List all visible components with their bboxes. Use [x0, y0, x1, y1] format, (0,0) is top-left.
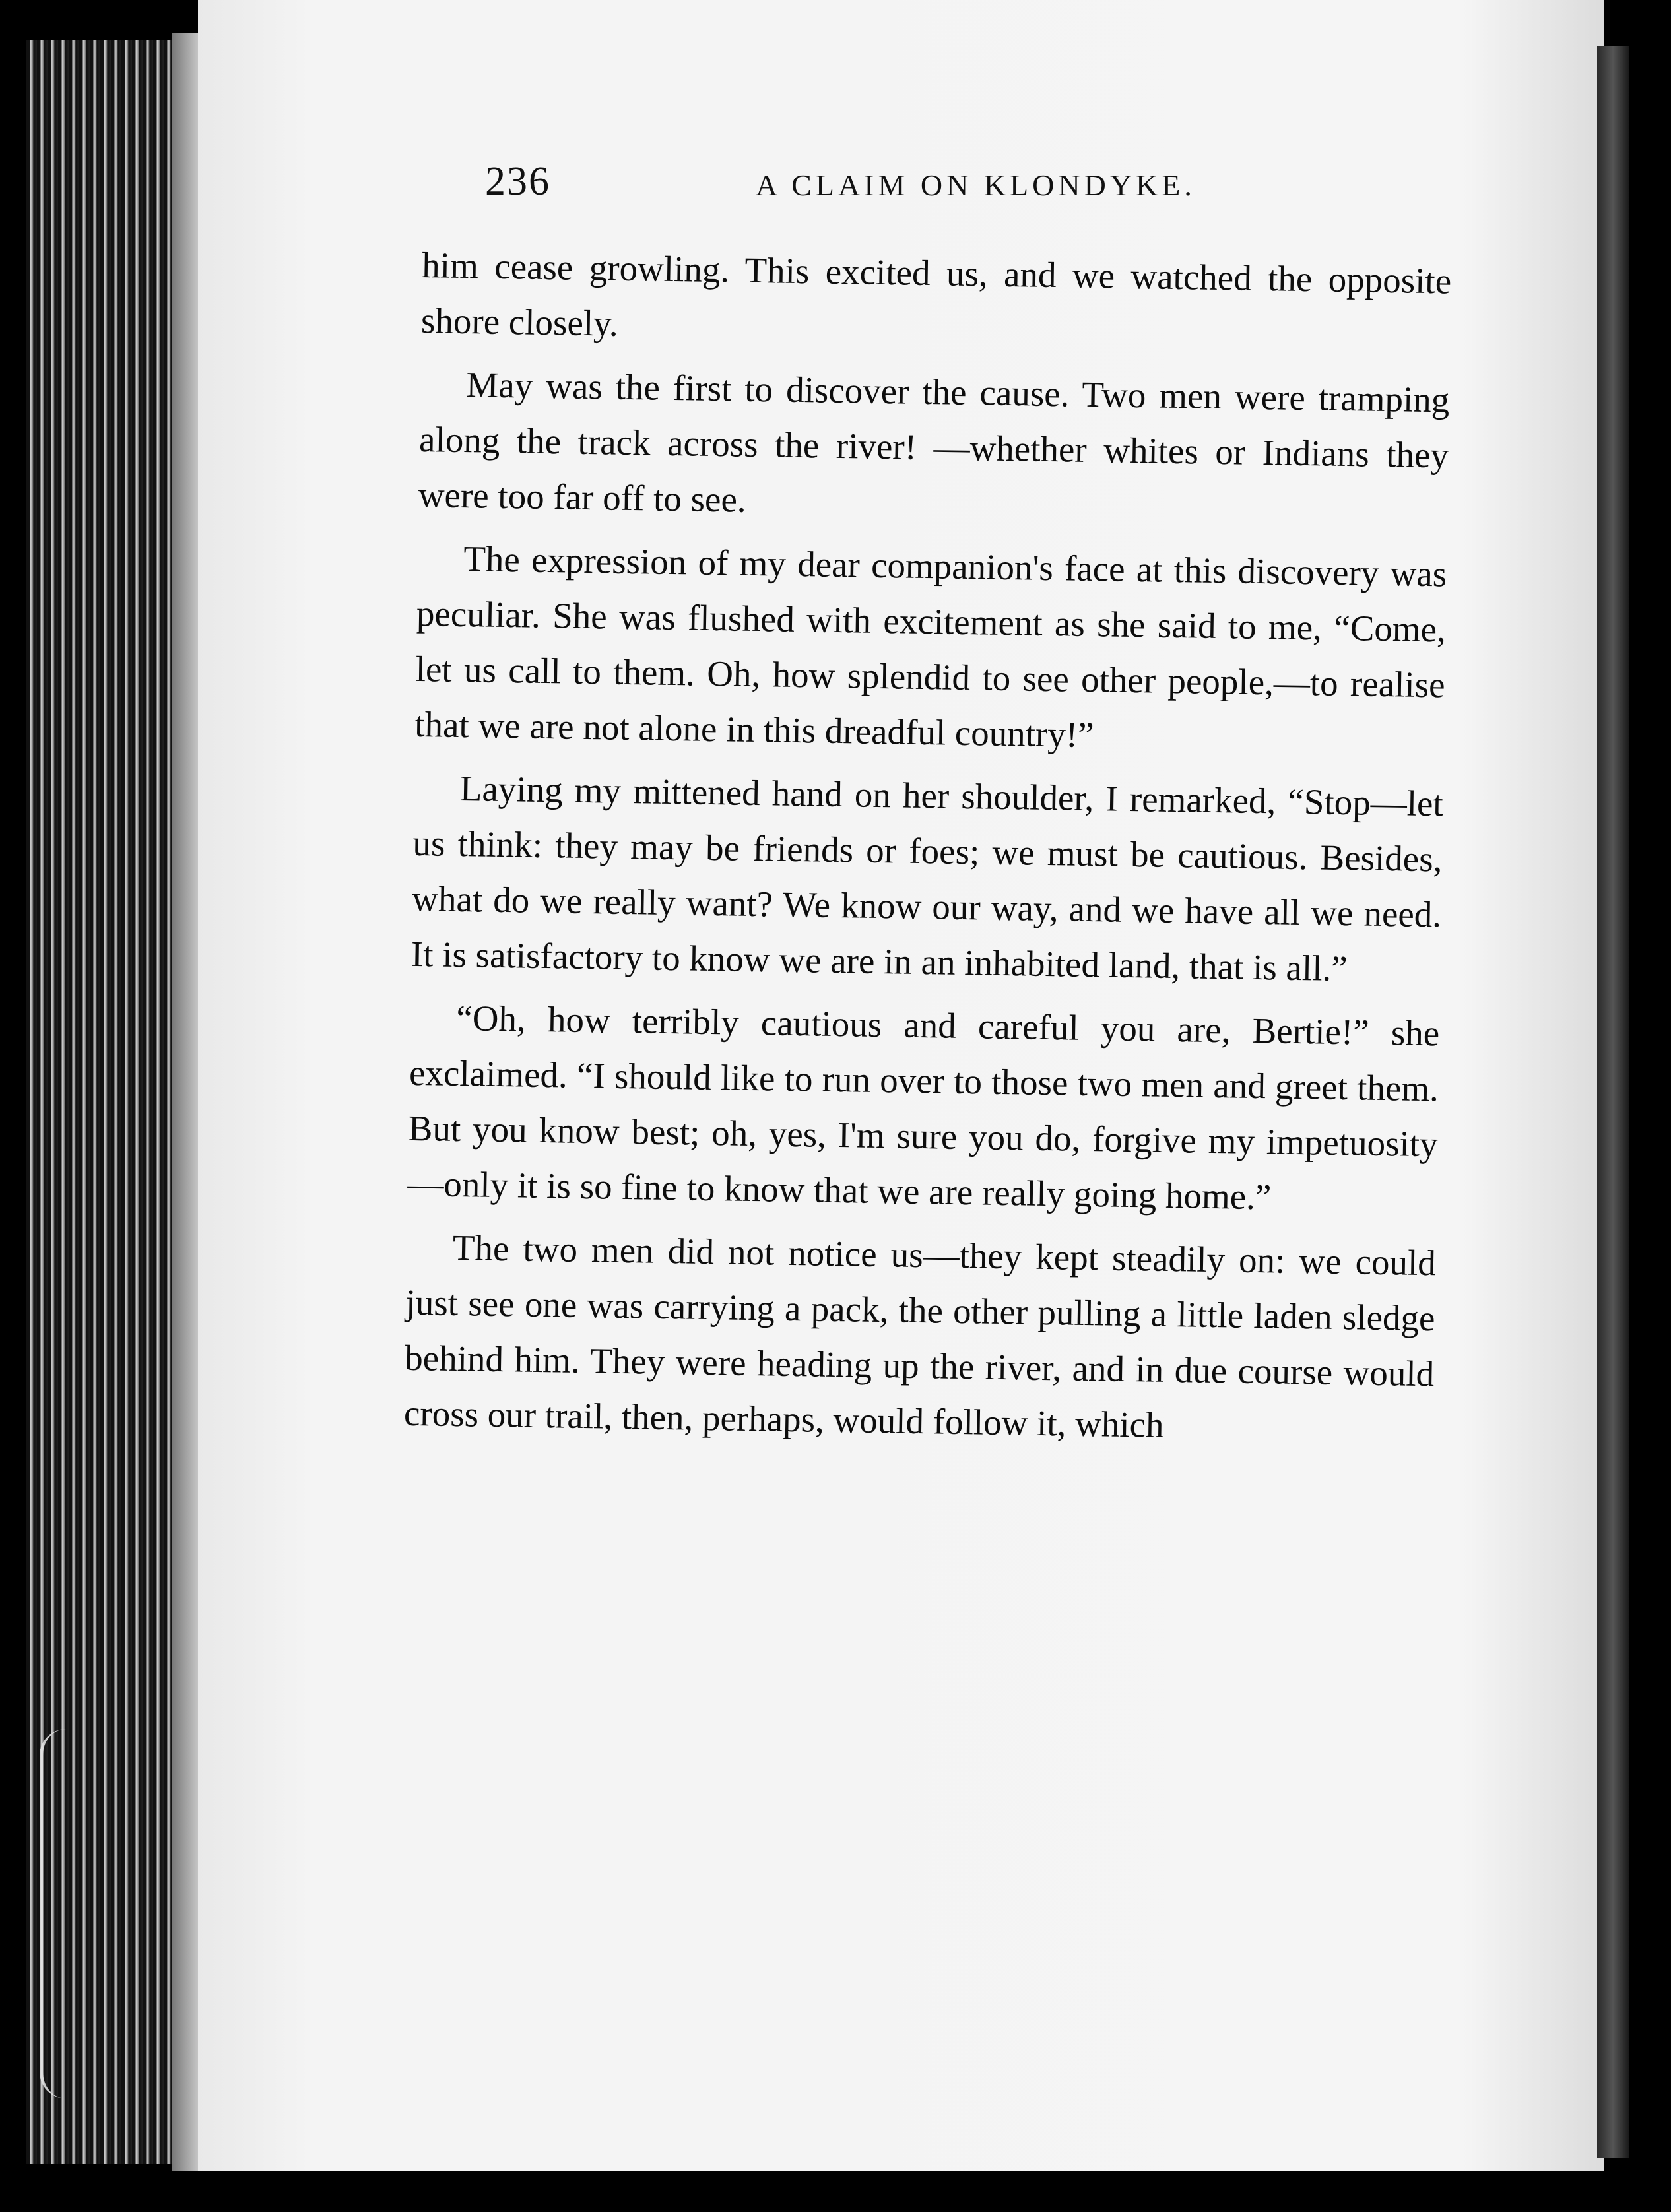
body-text [403, 238, 1452, 1465]
bottom-border [0, 2171, 1671, 2212]
running-title: A CLAIM ON KLONDYKE. [756, 168, 1196, 202]
paragraph-1: him cease growling. This excited us, and we watched the opposite shore closely. [420, 244, 1452, 344]
running-head [485, 158, 1462, 211]
paragraph-6: The two men did not notice us—they kept steadily on: we could just see one was carrying a pack, the other pulling a little laden sledge behind him. They were heading up the river, and in due course would cross our trail, then, perhaps, would follow it, which [403, 1227, 1437, 1445]
right-page-edge [1597, 46, 1629, 2158]
binding-thread [40, 1729, 122, 2098]
paragraph-3: The expression of my dear companion's face at this discovery was peculiar. She was flushed with excitement as she said to me, “Come, let us call to them. Oh, how splendid to see other people,—to realise that we are not alone in this dreadful country!” [414, 538, 1447, 756]
page-number: 236 [485, 159, 550, 204]
paragraph-4: Laying my mittened hand on her shoulder, I remarked, “Stop—let us think: they may be friends or foes; we must be cautious. Besides, what do we really want? We know our way, and we have all we need. It is satisfactory to know we are in an inhabited land, that is all.” [410, 768, 1444, 989]
paragraph-2: May was the first to discover the cause. Two men were tramping along the track across the river! —whether whites or Indians they were too far off to see. [418, 364, 1450, 520]
paragraph-5: “Oh, how terribly cautious and careful you are, Bertie!” she exclaimed. “I should like to run over to those two men and greet them. But you know best; oh, yes, I'm sure you do, forgive my impetuosity —only it is so fine to know that we are really going home.” [407, 997, 1440, 1218]
